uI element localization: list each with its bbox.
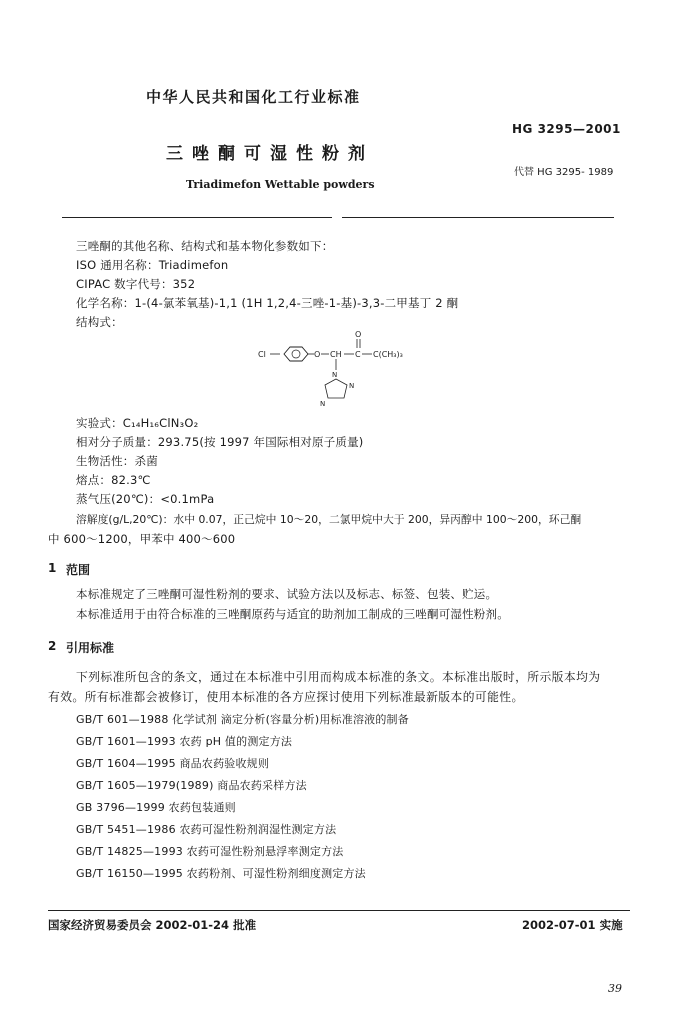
reference-item: GB/T 14825—1993 农药可湿性粉剂悬浮率测定方法 — [76, 845, 344, 858]
benzene-ring — [284, 347, 308, 361]
reference-item: GB/T 5451—1986 农药可湿性粉剂润湿性测定方法 — [76, 823, 337, 836]
solubility-line: 中 600～1200，甲苯中 400～600 — [48, 532, 236, 546]
document-title-en: Triadimefon Wettable powders — [186, 178, 375, 191]
intro-line: ISO 通用名称：Triadimefon — [76, 258, 229, 272]
reference-item: GB/T 601—1988 化学试剂 滴定分析(容量分析)用标准溶液的制备 — [76, 713, 409, 726]
intro-line: 化学名称：1-(4-氯苯氧基)-1,1 (1H 1,2,4-三唑-1-基)-3,3-二甲基丁 2 酮 — [76, 296, 459, 310]
standard-category: 中华人民共和国化工行业标准 — [146, 88, 361, 106]
section-1-number: 1 — [48, 561, 57, 575]
intro-line: CIPAC 数字代号：352 — [76, 277, 196, 291]
triazole-ring — [325, 379, 347, 398]
approval-info: 国家经济贸易委员会 2002-01-24 批准 — [48, 918, 257, 932]
structure-ch: CH — [330, 350, 342, 359]
structure-n2: N — [349, 382, 355, 390]
section-1-line: 本标准规定了三唑酮可湿性粉剂的要求、试验方法以及标志、标签、包装、贮运。 — [76, 587, 498, 601]
footer-divider — [48, 910, 630, 911]
structure-c1: C — [355, 350, 361, 359]
property-line: 实验式：C₁₄H₁₆ClN₃O₂ — [76, 416, 199, 430]
standard-number: HG 3295—2001 — [512, 122, 621, 136]
structure-c2: C(CH₃)₃ — [373, 350, 403, 359]
section-1-line: 本标准适用于由符合标准的三唑酮原药与适宜的助剂加工制成的三唑酮可湿性粉剂。 — [76, 607, 509, 621]
property-line: 蒸气压(20℃)：<0.1mPa — [76, 492, 215, 506]
section-2-paragraph: 有效。所有标准都会被修订，使用本标准的各方应探讨使用下列标准最新版本的可能性。 — [48, 690, 524, 704]
reference-item: GB/T 1605—1979(1989) 商品农药采样方法 — [76, 779, 307, 792]
intro-line: 三唑酮的其他名称、结构式和基本物化参数如下： — [76, 239, 334, 253]
reference-item: GB 3796—1999 农药包装通则 — [76, 801, 236, 814]
replaces-standard: 代替 HG 3295- 1989 — [514, 167, 614, 178]
header-divider-left — [62, 217, 332, 218]
svg-text:O: O — [314, 350, 321, 359]
solubility-line: 溶解度(g/L,20℃)：水中 0.07，正己烷中 10～20，二氯甲烷中大于 200，异丙醇中 100～200，环己酮 — [76, 513, 582, 526]
reference-item: GB/T 16150—1995 农药粉剂、可湿性粉剂细度测定方法 — [76, 867, 366, 880]
section-2-paragraph: 下列标准所包含的条文，通过在本标准中引用而构成本标准的条文。本标准出版时，所示版本均为 — [76, 670, 601, 684]
implementation-info: 2002-07-01 实施 — [522, 918, 623, 932]
reference-item: GB/T 1604—1995 商品农药验收规则 — [76, 757, 270, 770]
page-number: 39 — [608, 982, 622, 995]
structure-n1: N — [332, 371, 338, 379]
intro-line: 结构式： — [76, 315, 123, 329]
header-divider-right — [342, 217, 614, 218]
property-line: 相对分子质量：293.75(按 1997 年国际相对原子质量) — [76, 435, 364, 449]
property-line: 生物活性：杀菌 — [76, 454, 158, 468]
structural-formula — [256, 328, 476, 408]
structure-n3: N — [320, 400, 326, 408]
section-2-heading: 引用标准 — [66, 641, 115, 655]
structure-o-top: O — [355, 330, 362, 339]
structure-cl: Cl — [258, 350, 266, 359]
property-line: 熔点：82.3℃ — [76, 473, 151, 487]
section-2-number: 2 — [48, 639, 57, 653]
document-title-cn: 三唑酮可湿性粉剂 — [166, 144, 374, 164]
reference-item: GB/T 1601—1993 农药 pH 值的测定方法 — [76, 735, 293, 748]
section-1-heading: 范围 — [66, 563, 91, 577]
